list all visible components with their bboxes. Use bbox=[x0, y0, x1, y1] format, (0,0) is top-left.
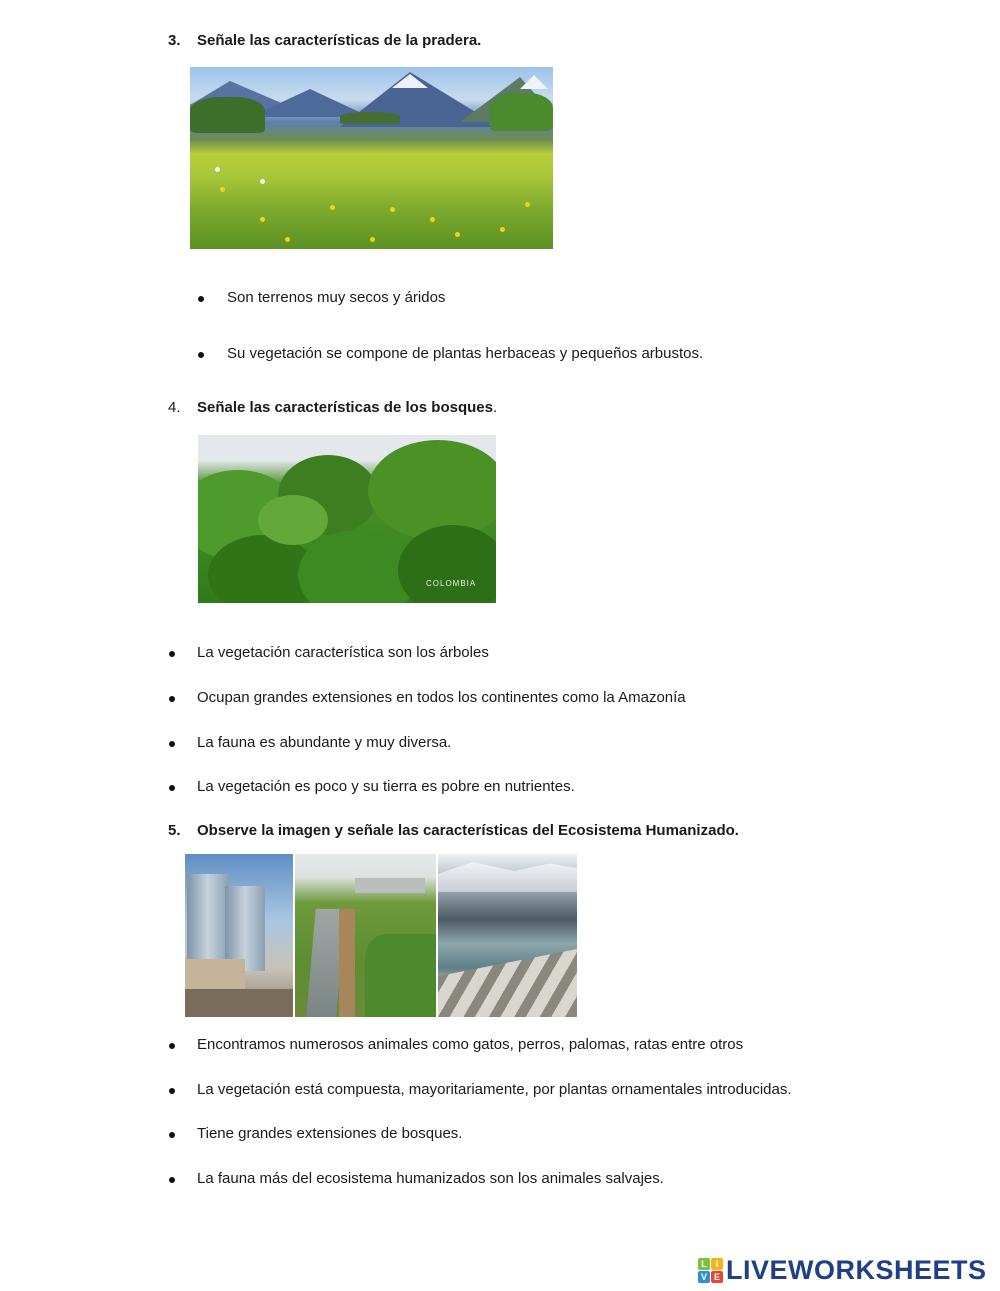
question-number: 5. bbox=[168, 822, 181, 839]
list-item-text: Tiene grandes extensiones de bosques. bbox=[197, 1125, 463, 1142]
list-item bbox=[198, 345, 703, 362]
list-item-text: Ocupan grandes extensiones en todos los continentes como la Amazonía bbox=[197, 689, 686, 706]
bullet-icon bbox=[198, 296, 204, 302]
question-number: 3. bbox=[168, 32, 181, 49]
list-item bbox=[169, 689, 686, 706]
forest-image bbox=[198, 435, 496, 603]
bullet-icon bbox=[169, 651, 175, 657]
meadow-image bbox=[190, 67, 553, 249]
tile-v: V bbox=[698, 1271, 710, 1283]
question-text: Señale las características de la pradera. bbox=[197, 32, 482, 49]
live-tiles-icon bbox=[698, 1258, 723, 1283]
list-item bbox=[169, 734, 451, 751]
farm-image bbox=[295, 854, 436, 1017]
list-item bbox=[169, 644, 489, 661]
tile-i: I bbox=[711, 1258, 723, 1270]
liveworksheets-logo[interactable] bbox=[698, 1255, 987, 1286]
list-item-text: Encontramos numerosos animales como gatos, perros, palomas, ratas entre otros bbox=[197, 1036, 744, 1053]
list-item-text: Son terrenos muy secos y áridos bbox=[227, 289, 446, 306]
bullet-icon bbox=[169, 1177, 175, 1183]
bullet-icon bbox=[169, 1132, 175, 1138]
bullet-icon bbox=[169, 1043, 175, 1049]
bullet-icon bbox=[198, 352, 204, 358]
list-item-text: La fauna es abundante y muy diversa. bbox=[197, 734, 452, 751]
question-4-title bbox=[168, 399, 497, 416]
list-item bbox=[198, 289, 445, 306]
list-item bbox=[169, 1036, 743, 1053]
bullet-icon bbox=[169, 696, 175, 702]
list-item-text: La vegetación está compuesta, mayoritariamente, por plantas ornamentales introducidas. bbox=[197, 1081, 792, 1098]
city-image bbox=[185, 854, 293, 1017]
bullet-icon bbox=[169, 785, 175, 791]
list-item bbox=[169, 1170, 664, 1187]
logo-text: LIVEWORKSHEETS bbox=[726, 1255, 987, 1285]
list-item-text: La vegetación característica son los árboles bbox=[197, 644, 489, 661]
list-item bbox=[169, 1125, 462, 1142]
list-item bbox=[169, 778, 575, 795]
tile-l: L bbox=[698, 1258, 710, 1270]
question-5-title bbox=[168, 822, 739, 839]
tile-e: E bbox=[711, 1271, 723, 1283]
list-item bbox=[169, 1081, 792, 1098]
question-3-title bbox=[168, 32, 481, 49]
question-text: Observe la imagen y señale las características del Ecosistema Humanizado. bbox=[197, 822, 739, 839]
question-number: 4. bbox=[168, 399, 181, 416]
question-suffix: . bbox=[493, 399, 498, 416]
watermark: COLOMBIA bbox=[426, 579, 477, 588]
bullet-icon bbox=[169, 1088, 175, 1094]
question-text: Señale las características de los bosques bbox=[197, 399, 493, 416]
list-item-text: Su vegetación se compone de plantas herbaceas y pequeños arbustos. bbox=[227, 345, 704, 362]
list-item-text: La fauna más del ecosistema humanizados son los animales salvajes. bbox=[197, 1170, 664, 1187]
dam-image bbox=[438, 854, 577, 1017]
list-item-text: La vegetación es poco y su tierra es pobre en nutrientes. bbox=[197, 778, 575, 795]
bullet-icon bbox=[169, 741, 175, 747]
